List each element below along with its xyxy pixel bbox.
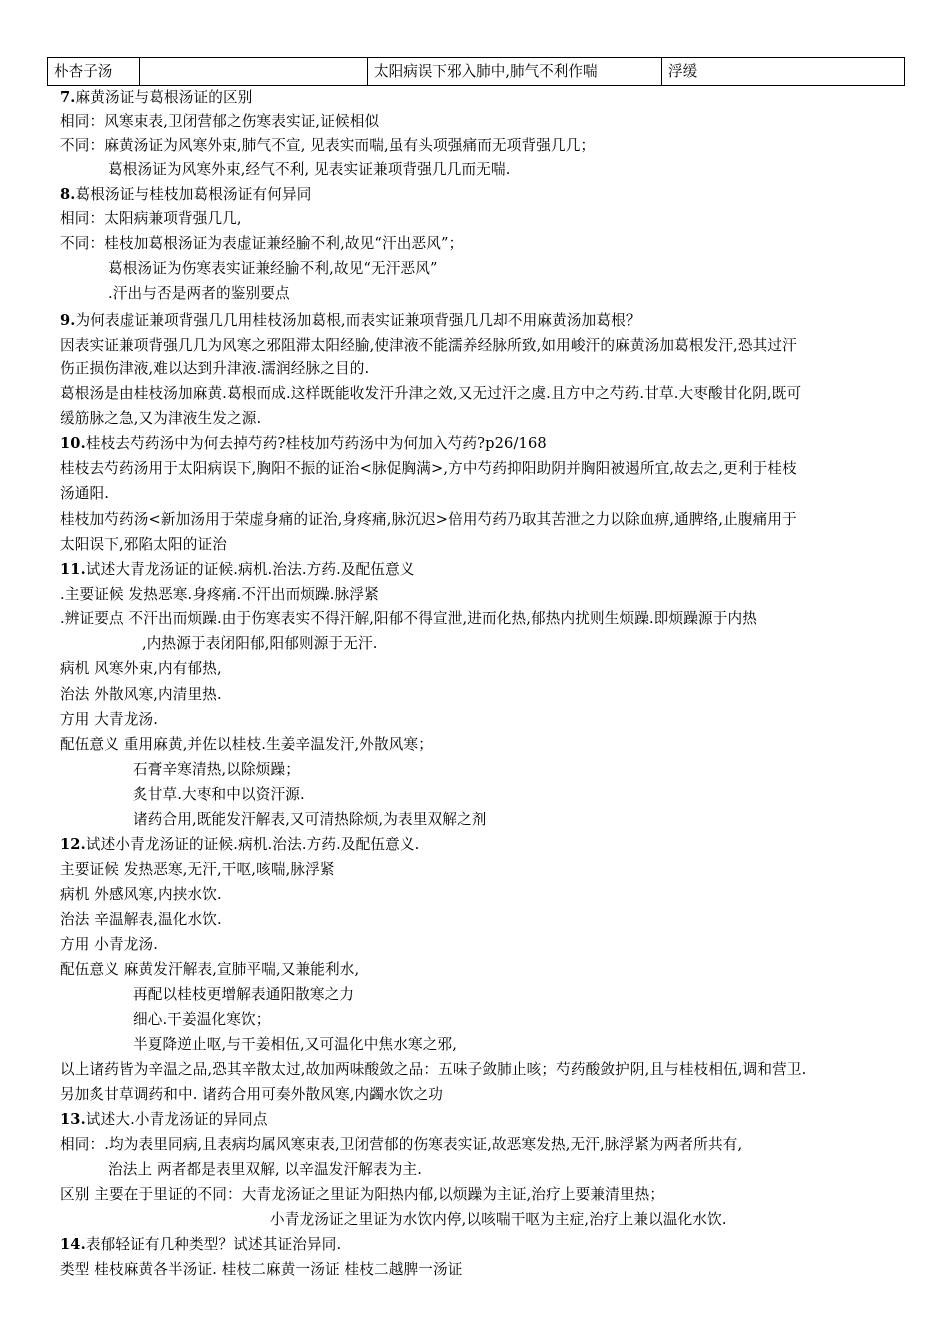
question-number: 9.: [60, 312, 76, 329]
text-line: 不同：桂枝加葛根汤证为表虚证兼经腧不利,故见“汗出恶风”；: [60, 235, 464, 252]
text-line: 相同：风寒束表,卫闭营郁之伤寒表实证,证候相似: [60, 113, 380, 130]
question-10-heading: 10.桂枝去芍药汤中为何去掉芍药?桂枝加芍药汤中为何加入芍药?p26/168: [60, 435, 547, 452]
table-cell-formula: 朴杏子汤: [48, 58, 140, 86]
text-line: 治法上 两者都是表里双解, 以辛温发汗解表为主.: [108, 1161, 423, 1178]
question-number: 7.: [60, 89, 76, 106]
question-8-heading: 8.葛根汤证与桂枝加葛根汤证有何异同: [60, 186, 312, 203]
text-line: 小青龙汤证之里证为水饮内停,以咳喘干呕为主症,治疗上兼以温化水饮.: [270, 1211, 727, 1228]
text-line: 葛根汤证为风寒外束,经气不利, 见表实证兼项背强几几而无喘.: [108, 161, 511, 178]
text-line: 区别 主要在于里证的不同：大青龙汤证之里证为阳热内郁,以烦躁为主证,治疗上要兼清里热；: [60, 1186, 665, 1203]
text-line: 以上诸药皆为辛温之品,恐其辛散太过,故加两味酸敛之品：五味子敛肺止咳；芍药酸敛护阴,且与桂枝相伍,调和营卫.: [60, 1061, 807, 1078]
text-line: 葛根汤是由桂枝汤加麻黄.葛根而成.这样既能收发汗升津之效,又无过汗之虞.且方中之芍药.甘草.大枣酸甘化阴,既可: [60, 385, 802, 402]
question-number: 8.: [60, 186, 76, 203]
text-line: 不同：麻黄汤证为风寒外束,肺气不宣, 见表实而喘,虽有头项强痛而无项背强几几；: [60, 137, 596, 154]
question-number: 11.: [60, 561, 86, 578]
text-line: 缓筋脉之急,又为津液生发之源.: [60, 410, 262, 427]
text-line: 方用 小青龙汤.: [60, 936, 159, 953]
text-line: ,内热源于表闭阳郁,阳郁则源于无汗.: [142, 635, 378, 652]
text-line: 诸药合用,既能发汗解表,又可清热除烦,为表里双解之剂: [133, 811, 487, 828]
question-14-heading: 14.表郁轻证有几种类型？试述其证治异同.: [60, 1236, 342, 1253]
table-cell-indication: 太阳病误下邪入肺中,肺气不利作喘: [368, 58, 662, 86]
text-line: 方用 大青龙汤.: [60, 711, 159, 728]
table-cell-empty: [140, 58, 368, 86]
text-line: 汤通阳.: [60, 485, 110, 502]
text-line: 病机 风寒外束,内有郁热,: [60, 660, 222, 677]
question-12-heading: 12.试述小青龙汤证的证候.病机.治法.方药.及配伍意义.: [60, 836, 420, 853]
question-number: 13.: [60, 1111, 86, 1128]
text-line: 类型 桂枝麻黄各半汤证. 桂枝二麻黄一汤证 桂枝二越脾一汤证: [60, 1261, 463, 1278]
question-number: 12.: [60, 836, 86, 853]
text-line: 主要证候 发热恶寒,无汗,干呕,咳喘,脉浮紧: [60, 861, 335, 878]
text-line: .辨证要点 不汗出而烦躁.由于伤寒表实不得汗解,阳郁不得宣泄,进而化热,郁热内扰则生烦躁.即烦躁源于内热: [60, 610, 757, 627]
question-9-heading: 9.为何表虚证兼项背强几几用桂枝汤加葛根,而表实证兼项背强几几却不用麻黄汤加葛根？: [60, 312, 641, 329]
text-line: 桂枝去芍药汤用于太阳病误下,胸阳不振的证治<脉促胸满>,方中芍药抑阳助阴并胸阳被遏所宜,故去之,更利于桂枝: [60, 460, 797, 477]
text-line: 石膏辛寒清热,以除烦躁；: [133, 761, 300, 778]
text-line: 桂枝加芍药汤<新加汤用于荣虚身痛的证治,身疼痛,脉沉迟>倍用芍药乃取其苦泄之力以除血痹,通脾络,止腹痛用于: [60, 511, 797, 528]
text-line: 细心.干姜温化寒饮；: [133, 1011, 271, 1028]
text-line: 配伍意义 重用麻黄,并佐以桂枝.生姜辛温发汗,外散风寒；: [60, 736, 434, 753]
text-line: 相同：.均为表里同病,且表病均属风寒束表,卫闭营郁的伤寒表实证,故恶寒发热,无汗,脉浮紧为两者所共有,: [60, 1136, 743, 1153]
formula-table: [47, 57, 905, 86]
text-line: 另加炙甘草调药和中. 诸药合用可奏外散风寒,内蠲水饮之功: [60, 1086, 443, 1103]
text-line: 治法 辛温解表,温化水饮.: [60, 911, 222, 928]
question-13-heading: 13.试述大.小青龙汤证的异同点: [60, 1111, 268, 1128]
text-line: 半夏降逆止呕,与干姜相伍,又可温化中焦水寒之邪,: [133, 1036, 457, 1053]
text-line: 相同：太阳病兼项背强几几,: [60, 210, 242, 227]
text-line: 病机 外感风寒,内挟水饮.: [60, 886, 222, 903]
text-line: 太阳误下,邪陷太阳的证治: [60, 536, 227, 553]
text-line: 配伍意义 麻黄发汗解表,宣肺平喘,又兼能利水,: [60, 961, 360, 978]
text-line: 治法 外散风寒,内清里热.: [60, 686, 222, 703]
question-number: 10.: [60, 435, 86, 452]
text-line: 再配以桂枝更增解表通阳散寒之力: [133, 986, 355, 1003]
text-line: .汗出与否是两者的鉴别要点: [108, 285, 290, 302]
table-row: [48, 58, 905, 86]
table-cell-pulse: 浮缓: [662, 58, 905, 86]
text-line: 炙甘草.大枣和中以资汗源.: [133, 786, 305, 803]
text-line: 因表实证兼项背强几几为风寒之邪阻滞太阳经腧,使津液不能濡养经脉所致,如用峻汗的麻黄汤加葛根发汗,恐其过汗: [60, 337, 797, 354]
text-line: 伤正损伤津液,难以达到升津液.濡润经脉之目的.: [60, 360, 370, 377]
text-line: 葛根汤证为伤寒表实证兼经腧不利,故见“无汗恶风”: [108, 260, 438, 277]
text-line: .主要证候 发热恶寒.身疼痛.不汗出而烦躁.脉浮紧: [60, 586, 379, 603]
question-11-heading: 11.试述大青龙汤证的证候.病机.治法.方药.及配伍意义: [60, 561, 415, 578]
question-number: 14.: [60, 1236, 86, 1253]
question-7-heading: 7.麻黄汤证与葛根汤证的区别: [60, 89, 253, 106]
